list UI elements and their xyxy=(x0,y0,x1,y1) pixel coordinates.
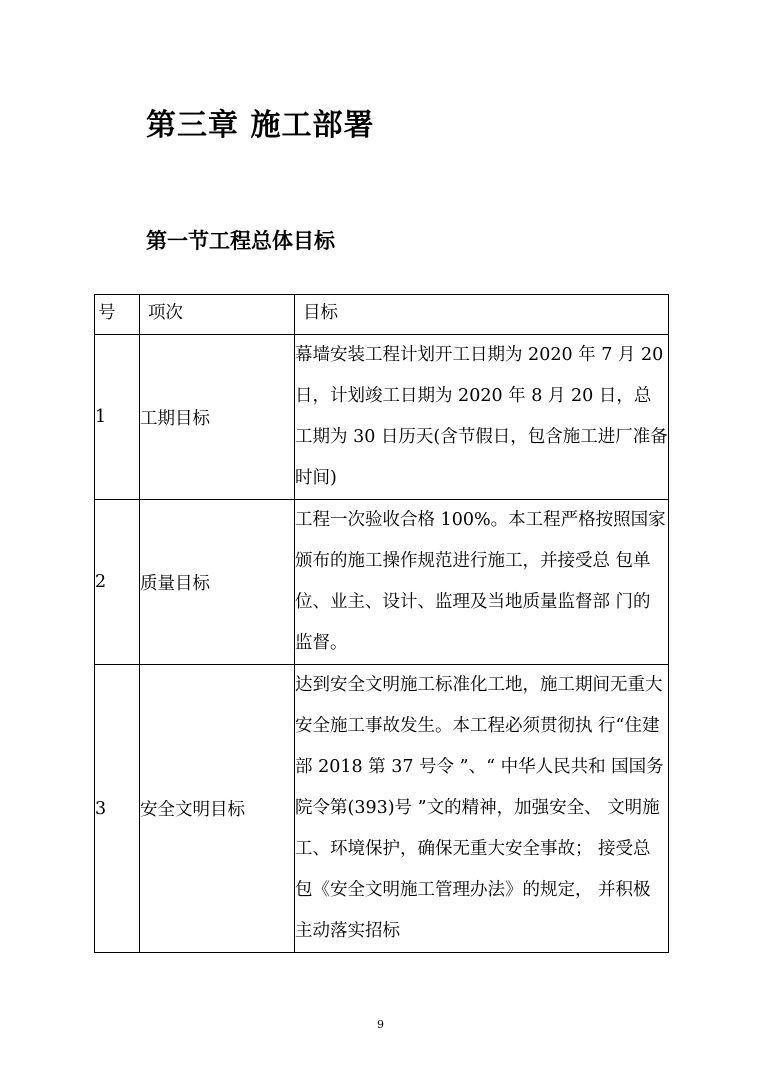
header-item: 项次 xyxy=(140,295,295,335)
row-target: 工程一次验收合格 100%。本工程严格按照国家颁布的施工操作规范进行施工，并接受总 包单位、业主、设计、监理及当地质量监督部 门的监督。 xyxy=(295,500,669,665)
header-no: 号 xyxy=(95,295,140,335)
page-number: 9 xyxy=(377,1018,384,1031)
row-number: 1 xyxy=(95,335,140,500)
table-header-row xyxy=(95,295,669,335)
goals-table xyxy=(94,294,669,953)
row-number: 3 xyxy=(95,665,140,953)
table-row xyxy=(95,500,669,665)
row-number: 2 xyxy=(95,500,140,665)
row-target: 达到安全文明施工标准化工地，施工期间无重大安全施工事故发生。本工程必须贯彻执 行“住建部 2018 第 37 号令 ”、“ 中华人民共和 国国务院令第(393)号 ”文的精神，加强安全、 文明施工、环境保护，确保无重大安全事故； 接受总包《安全文明施工管理办法》的规定， 并积极主动落实招标 xyxy=(295,665,669,953)
row-item: 质量目标 xyxy=(140,500,295,665)
header-target: 目标 xyxy=(295,295,669,335)
chapter-title: 第三章 施工部署 xyxy=(146,108,375,143)
table-row xyxy=(95,335,669,500)
row-item: 安全文明目标 xyxy=(140,665,295,953)
section-title: 第一节工程总体目标 xyxy=(146,229,335,253)
row-item: 工期目标 xyxy=(140,335,295,500)
row-target: 幕墙安装工程计划开工日期为 2020 年 7 月 20 日，计划竣工日期为 2020 年 8 月 20 日，总工期为 30 日历天(含节假日，包含施工进厂准备时间) xyxy=(295,335,669,500)
table-row xyxy=(95,665,669,953)
